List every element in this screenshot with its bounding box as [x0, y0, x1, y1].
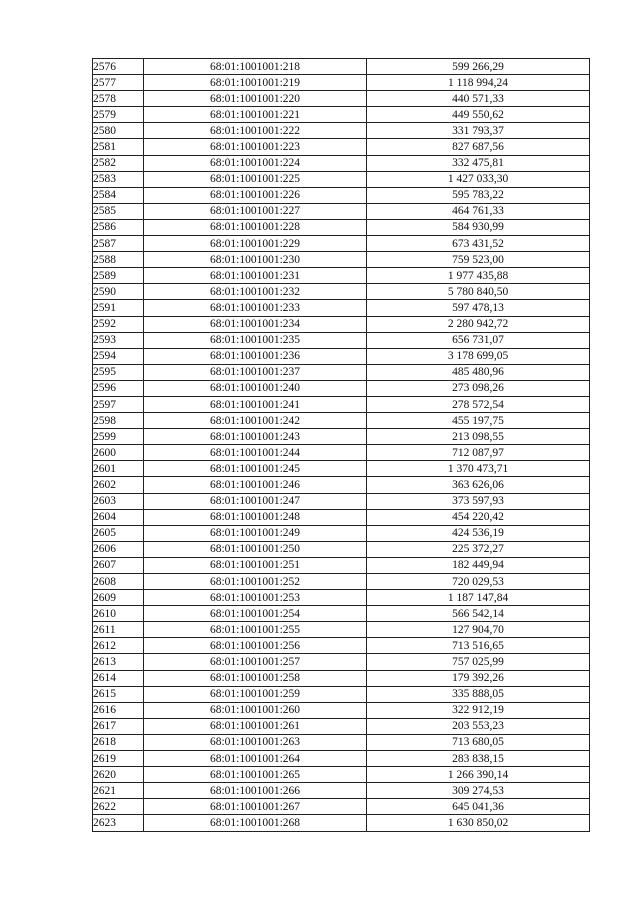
row-number-cell: 2618: [93, 734, 144, 750]
cadastral-value-cell: 363 626,06: [367, 477, 590, 493]
table-row: [93, 622, 590, 638]
table-row: [93, 702, 590, 718]
table-row: [93, 396, 590, 412]
row-number-cell: 2605: [93, 525, 144, 541]
cadastral-number-cell: 68:01:1001001:261: [144, 718, 367, 734]
cadastral-value-cell: 127 904,70: [367, 622, 590, 638]
cadastral-number-cell: 68:01:1001001:244: [144, 445, 367, 461]
row-number-cell: 2579: [93, 107, 144, 123]
table-row: [93, 493, 590, 509]
cadastral-number-cell: 68:01:1001001:263: [144, 734, 367, 750]
cadastral-value-cell: 2 280 942,72: [367, 316, 590, 332]
cadastral-value-cell: 309 274,53: [367, 783, 590, 799]
row-number-cell: 2578: [93, 91, 144, 107]
cadastral-number-cell: 68:01:1001001:218: [144, 59, 367, 75]
cadastral-value-cell: 597 478,13: [367, 300, 590, 316]
cadastral-number-cell: 68:01:1001001:235: [144, 332, 367, 348]
row-number-cell: 2617: [93, 718, 144, 734]
row-number-cell: 2606: [93, 541, 144, 557]
cadastral-number-cell: 68:01:1001001:228: [144, 219, 367, 235]
row-number-cell: 2594: [93, 348, 144, 364]
cadastral-number-cell: 68:01:1001001:259: [144, 686, 367, 702]
table-row: [93, 557, 590, 573]
cadastral-number-cell: 68:01:1001001:245: [144, 461, 367, 477]
cadastral-value-cell: 759 523,00: [367, 252, 590, 268]
cadastral-number-cell: 68:01:1001001:247: [144, 493, 367, 509]
row-number-cell: 2612: [93, 638, 144, 654]
cadastral-number-cell: 68:01:1001001:227: [144, 203, 367, 219]
table-row: [93, 348, 590, 364]
row-number-cell: 2620: [93, 767, 144, 783]
table-row: [93, 187, 590, 203]
table-row: [93, 734, 590, 750]
cadastral-number-cell: 68:01:1001001:266: [144, 783, 367, 799]
cadastral-value-cell: 827 687,56: [367, 139, 590, 155]
cadastral-number-cell: 68:01:1001001:267: [144, 799, 367, 815]
cadastral-number-cell: 68:01:1001001:237: [144, 364, 367, 380]
cadastral-number-cell: 68:01:1001001:242: [144, 413, 367, 429]
table-row: [93, 107, 590, 123]
table-row: [93, 815, 590, 831]
row-number-cell: 2592: [93, 316, 144, 332]
table-row: [93, 429, 590, 445]
table-row: [93, 767, 590, 783]
table-row: [93, 606, 590, 622]
cadastral-number-cell: 68:01:1001001:229: [144, 236, 367, 252]
cadastral-value-cell: 645 041,36: [367, 799, 590, 815]
row-number-cell: 2604: [93, 509, 144, 525]
cadastral-number-cell: 68:01:1001001:249: [144, 525, 367, 541]
cadastral-number-cell: 68:01:1001001:250: [144, 541, 367, 557]
cadastral-value-cell: 5 780 840,50: [367, 284, 590, 300]
cadastral-number-cell: 68:01:1001001:257: [144, 654, 367, 670]
row-number-cell: 2595: [93, 364, 144, 380]
cadastral-value-cell: 455 197,75: [367, 413, 590, 429]
table-row: [93, 300, 590, 316]
row-number-cell: 2593: [93, 332, 144, 348]
table-row: [93, 670, 590, 686]
row-number-cell: 2610: [93, 606, 144, 622]
cadastral-value-cell: 1 370 473,71: [367, 461, 590, 477]
row-number-cell: 2580: [93, 123, 144, 139]
table-row: [93, 252, 590, 268]
row-number-cell: 2602: [93, 477, 144, 493]
row-number-cell: 2601: [93, 461, 144, 477]
cadastral-value-cell: 1 977 435,88: [367, 268, 590, 284]
cadastral-number-cell: 68:01:1001001:232: [144, 284, 367, 300]
cadastral-number-cell: 68:01:1001001:268: [144, 815, 367, 831]
cadastral-number-cell: 68:01:1001001:258: [144, 670, 367, 686]
cadastral-value-cell: 595 783,22: [367, 187, 590, 203]
row-number-cell: 2616: [93, 702, 144, 718]
cadastral-number-cell: 68:01:1001001:224: [144, 155, 367, 171]
cadastral-value-cell: 203 553,23: [367, 718, 590, 734]
cadastral-value-cell: 335 888,05: [367, 686, 590, 702]
cadastral-number-cell: 68:01:1001001:230: [144, 252, 367, 268]
table-row: [93, 155, 590, 171]
cadastral-number-cell: 68:01:1001001:264: [144, 751, 367, 767]
row-number-cell: 2582: [93, 155, 144, 171]
table-row: [93, 75, 590, 91]
row-number-cell: 2583: [93, 171, 144, 187]
table-row: [93, 525, 590, 541]
cadastral-value-cell: 213 098,55: [367, 429, 590, 445]
table-row: [93, 139, 590, 155]
row-number-cell: 2621: [93, 783, 144, 799]
cadastral-value-cell: 712 087,97: [367, 445, 590, 461]
table-row: [93, 364, 590, 380]
cadastral-number-cell: 68:01:1001001:252: [144, 574, 367, 590]
cadastral-number-cell: 68:01:1001001:233: [144, 300, 367, 316]
row-number-cell: 2619: [93, 751, 144, 767]
table-row: [93, 783, 590, 799]
cadastral-number-cell: 68:01:1001001:231: [144, 268, 367, 284]
table-row: [93, 123, 590, 139]
row-number-cell: 2584: [93, 187, 144, 203]
row-number-cell: 2622: [93, 799, 144, 815]
cadastral-number-cell: 68:01:1001001:254: [144, 606, 367, 622]
row-number-cell: 2588: [93, 252, 144, 268]
row-number-cell: 2607: [93, 557, 144, 573]
cadastral-number-cell: 68:01:1001001:220: [144, 91, 367, 107]
cadastral-value-cell: 454 220,42: [367, 509, 590, 525]
row-number-cell: 2577: [93, 75, 144, 91]
cadastral-value-cell: 713 516,65: [367, 638, 590, 654]
cadastral-number-cell: 68:01:1001001:246: [144, 477, 367, 493]
table-row: [93, 654, 590, 670]
row-number-cell: 2589: [93, 268, 144, 284]
cadastral-value-cell: 1 266 390,14: [367, 767, 590, 783]
table-row: [93, 445, 590, 461]
cadastral-value-cell: 720 029,53: [367, 574, 590, 590]
cadastral-number-cell: 68:01:1001001:255: [144, 622, 367, 638]
table-row: [93, 59, 590, 75]
table-row: [93, 316, 590, 332]
row-number-cell: 2585: [93, 203, 144, 219]
row-number-cell: 2598: [93, 413, 144, 429]
table-row: [93, 590, 590, 606]
cadastral-value-cell: 1 118 994,24: [367, 75, 590, 91]
table-row: [93, 638, 590, 654]
table-row: [93, 284, 590, 300]
row-number-cell: 2613: [93, 654, 144, 670]
cadastral-number-cell: 68:01:1001001:248: [144, 509, 367, 525]
cadastral-value-cell: 283 838,15: [367, 751, 590, 767]
row-number-cell: 2590: [93, 284, 144, 300]
cadastral-value-cell: 566 542,14: [367, 606, 590, 622]
table-body: [93, 59, 590, 832]
cadastral-number-cell: 68:01:1001001:253: [144, 590, 367, 606]
cadastral-number-cell: 68:01:1001001:221: [144, 107, 367, 123]
cadastral-value-cell: 584 930,99: [367, 219, 590, 235]
row-number-cell: 2600: [93, 445, 144, 461]
table-row: [93, 477, 590, 493]
row-number-cell: 2608: [93, 574, 144, 590]
table-row: [93, 509, 590, 525]
cadastral-value-cell: 1 630 850,02: [367, 815, 590, 831]
cadastral-value-cell: 464 761,33: [367, 203, 590, 219]
row-number-cell: 2597: [93, 396, 144, 412]
row-number-cell: 2581: [93, 139, 144, 155]
cadastral-value-cell: 713 680,05: [367, 734, 590, 750]
cadastral-value-cell: 673 431,52: [367, 236, 590, 252]
table-row: [93, 686, 590, 702]
table-row: [93, 413, 590, 429]
cadastral-value-cell: 332 475,81: [367, 155, 590, 171]
cadastral-value-cell: 3 178 699,05: [367, 348, 590, 364]
table-row: [93, 461, 590, 477]
table-row: [93, 799, 590, 815]
cadastral-number-cell: 68:01:1001001:241: [144, 396, 367, 412]
table-row: [93, 541, 590, 557]
cadastral-value-cell: 322 912,19: [367, 702, 590, 718]
cadastral-value-cell: 225 372,27: [367, 541, 590, 557]
table-row: [93, 718, 590, 734]
cadastral-number-cell: 68:01:1001001:256: [144, 638, 367, 654]
row-number-cell: 2603: [93, 493, 144, 509]
table-row: [93, 332, 590, 348]
row-number-cell: 2591: [93, 300, 144, 316]
cadastral-number-cell: 68:01:1001001:219: [144, 75, 367, 91]
table-row: [93, 203, 590, 219]
cadastral-value-cell: 1 427 033,30: [367, 171, 590, 187]
cadastral-number-cell: 68:01:1001001:265: [144, 767, 367, 783]
cadastral-number-cell: 68:01:1001001:222: [144, 123, 367, 139]
cadastral-number-cell: 68:01:1001001:240: [144, 380, 367, 396]
row-number-cell: 2623: [93, 815, 144, 831]
cadastral-value-cell: 449 550,62: [367, 107, 590, 123]
row-number-cell: 2576: [93, 59, 144, 75]
table-row: [93, 574, 590, 590]
row-number-cell: 2586: [93, 219, 144, 235]
cadastral-value-cell: 485 480,96: [367, 364, 590, 380]
row-number-cell: 2599: [93, 429, 144, 445]
table-row: [93, 171, 590, 187]
row-number-cell: 2615: [93, 686, 144, 702]
row-number-cell: 2587: [93, 236, 144, 252]
row-number-cell: 2596: [93, 380, 144, 396]
table-row: [93, 268, 590, 284]
cadastral-value-cell: 656 731,07: [367, 332, 590, 348]
cadastral-value-cell: 331 793,37: [367, 123, 590, 139]
table-row: [93, 219, 590, 235]
cadastral-number-cell: 68:01:1001001:223: [144, 139, 367, 155]
cadastral-value-table: [92, 58, 590, 832]
row-number-cell: 2614: [93, 670, 144, 686]
cadastral-value-cell: 278 572,54: [367, 396, 590, 412]
table-row: [93, 380, 590, 396]
cadastral-value-cell: 424 536,19: [367, 525, 590, 541]
row-number-cell: 2609: [93, 590, 144, 606]
cadastral-number-cell: 68:01:1001001:226: [144, 187, 367, 203]
cadastral-value-cell: 440 571,33: [367, 91, 590, 107]
table-row: [93, 91, 590, 107]
cadastral-value-cell: 1 187 147,84: [367, 590, 590, 606]
table-row: [93, 236, 590, 252]
cadastral-value-cell: 179 392,26: [367, 670, 590, 686]
cadastral-value-cell: 599 266,29: [367, 59, 590, 75]
cadastral-number-cell: 68:01:1001001:251: [144, 557, 367, 573]
cadastral-value-cell: 373 597,93: [367, 493, 590, 509]
cadastral-number-cell: 68:01:1001001:260: [144, 702, 367, 718]
cadastral-number-cell: 68:01:1001001:225: [144, 171, 367, 187]
cadastral-number-cell: 68:01:1001001:234: [144, 316, 367, 332]
table-row: [93, 751, 590, 767]
cadastral-number-cell: 68:01:1001001:236: [144, 348, 367, 364]
cadastral-value-cell: 757 025,99: [367, 654, 590, 670]
cadastral-number-cell: 68:01:1001001:243: [144, 429, 367, 445]
cadastral-value-cell: 182 449,94: [367, 557, 590, 573]
cadastral-value-cell: 273 098,26: [367, 380, 590, 396]
row-number-cell: 2611: [93, 622, 144, 638]
